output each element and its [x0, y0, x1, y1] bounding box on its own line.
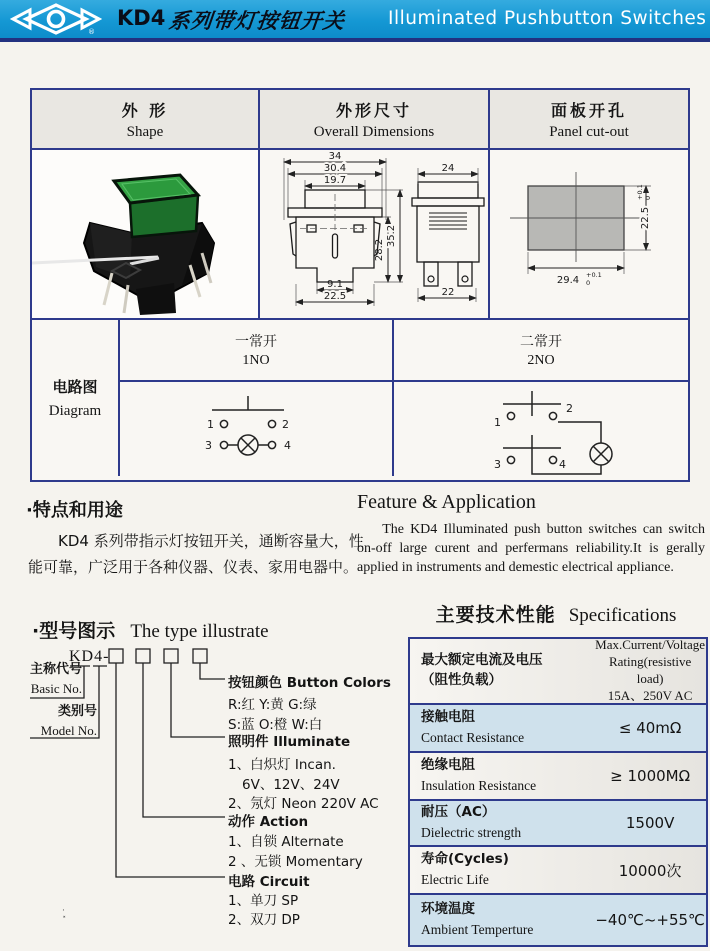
- spec-label-en: Ambient Temperture: [421, 922, 534, 937]
- spec-value: −40℃~+55℃: [595, 911, 705, 929]
- variant-2no-diagram: [394, 382, 688, 476]
- diagram-row: [32, 318, 688, 476]
- spec-label-en: Dielectric strength: [421, 825, 522, 840]
- dim-cutout-width-tol-dn: 0: [586, 279, 591, 287]
- spec-row-max-rating: [410, 639, 706, 705]
- title-bar: [0, 0, 710, 42]
- spec-label-zh2: （阻性负载）: [421, 672, 502, 688]
- circuit-option-2: 2、双刀 DP: [228, 912, 300, 928]
- pin-3: 3: [494, 458, 501, 471]
- dim-overall-width: 34: [328, 151, 342, 162]
- dim-foot-width: 9.1: [327, 279, 343, 290]
- basic-no-label: [20, 658, 82, 698]
- spec-row-insulation-resistance: [410, 753, 706, 801]
- feature-body-zh: KD4 系列带指示灯按钮开关，通断容量大，性能可靠，广泛用于各种仪器、仪表、家用电器中。: [28, 532, 364, 577]
- spec-label-en: Contact Resistance: [421, 730, 525, 745]
- variant-2no-header: [394, 320, 688, 382]
- pin-3: 3: [205, 439, 212, 452]
- spec-row-contact-resistance: [410, 705, 706, 753]
- spec-label: [410, 651, 594, 690]
- overview-table-body: [32, 148, 688, 318]
- pin-4: 4: [559, 458, 566, 471]
- diagram-label-zh: 电路图: [52, 378, 98, 396]
- diagram-label-en: Diagram: [48, 403, 102, 419]
- spec-label: [410, 850, 594, 889]
- pin-4: 4: [284, 439, 291, 452]
- spec-label-en: Insulation Resistance: [421, 778, 537, 793]
- spec-value: ≤ 40mΩ: [618, 719, 682, 737]
- spec-value-line1: Max.Current/Voltage: [595, 637, 706, 653]
- model-prefix: KD4-: [69, 648, 110, 665]
- button-colors-line2: S:蓝 O:橙 W:白: [228, 717, 323, 733]
- model-no-label: [20, 700, 97, 740]
- spec-label-zh: 环境温度: [421, 901, 475, 918]
- model-no-en: Model No.: [40, 723, 97, 739]
- spec-label: [410, 756, 594, 795]
- registered-mark: ®: [88, 28, 95, 35]
- spec-row-ambient-temperature: [410, 895, 706, 945]
- col-cutout-header: [490, 90, 688, 148]
- brand-logo-icon: [10, 3, 102, 35]
- col-dimensions-zh: 外形尺寸: [335, 100, 412, 120]
- action-option-2: 2 、无锁 Momentary: [228, 854, 363, 870]
- dim-body-height: 28.2: [374, 238, 385, 262]
- model-no-zh: 类别号: [57, 704, 97, 719]
- cutout-cell: [490, 150, 688, 318]
- spec-row-dielectric-strength: [410, 801, 706, 847]
- dim-button-width: 19.7: [323, 175, 347, 186]
- spec-label-zh: 绝缘电阻: [421, 757, 475, 774]
- variant-1no-en: 1NO: [242, 353, 270, 368]
- dim-cutout-height-tol-dn: 0: [644, 195, 652, 200]
- illuminate-option-1: 1、白炽灯 Incan.: [228, 757, 336, 773]
- circuit-2no: [411, 382, 671, 476]
- type-illustrate-heading-en: The type illustrate: [130, 621, 269, 642]
- dim-side-button-width: 24: [441, 163, 455, 174]
- button-colors-line1: R:红 Y:黄 G:绿: [228, 697, 317, 713]
- basic-no-en: Basic No.: [30, 681, 82, 697]
- spec-label-zh: 耐压（AC）: [421, 804, 496, 821]
- shape-cell: [32, 150, 260, 318]
- pin-2: 2: [566, 402, 573, 415]
- overview-table: [30, 88, 690, 482]
- basic-no-zh: 主称代号: [29, 662, 82, 677]
- pin-1: 1: [494, 416, 501, 429]
- feature-heading-zh: ·特点和用途: [26, 500, 123, 521]
- diagram-row-label: [32, 320, 120, 476]
- col-shape-en: Shape: [126, 123, 164, 140]
- col-shape-zh: 外 形: [121, 100, 169, 120]
- variant-1no-header: [120, 320, 392, 382]
- col-cutout-zh: 面板开孔: [550, 100, 627, 120]
- dim-base-width: 22.5: [323, 291, 347, 302]
- dimensions-cell: [260, 150, 490, 318]
- col-dimensions-header: [260, 90, 490, 148]
- dim-cutout-width: 29.4: [556, 275, 580, 286]
- spec-value: ≥ 1000MΩ: [610, 767, 691, 785]
- dim-flange-width: 30.4: [323, 163, 347, 174]
- variant-1no: [120, 320, 394, 476]
- type-illustrate-heading-zh: ·型号图示: [32, 620, 116, 642]
- spec-row-electric-life: [410, 847, 706, 895]
- dim-side-body-width: 22: [441, 287, 455, 298]
- pin-1: 1: [207, 418, 214, 431]
- branch-action: 动作 Action: [228, 814, 309, 830]
- specs-heading-en: Specifications: [568, 605, 677, 626]
- spec-value: [594, 637, 706, 705]
- specs-heading-zh: 主要技术性能: [435, 604, 556, 626]
- variant-2no-en: 2NO: [527, 353, 555, 368]
- circuit-option-1: 1、单刀 SP: [228, 893, 299, 909]
- variant-2no-zh: 二常开: [520, 334, 562, 350]
- branch-illuminate: 照明件 Illuminate: [228, 734, 351, 750]
- dim-cutout-height: 22.5: [640, 206, 651, 230]
- action-option-1: 1、自锁 Alternate: [228, 834, 344, 850]
- spec-label-zh: 寿命(Cycles): [421, 851, 509, 868]
- page-title-zh: 系列带灯按钮开关: [167, 9, 347, 33]
- illuminate-option-2: 2、氖灯 Neon 220V AC: [228, 796, 379, 812]
- dim-cutout-height-tol-up: +0.1: [636, 184, 644, 200]
- feature-heading-en: Feature & Application: [357, 491, 536, 513]
- spec-value: 10000次: [618, 861, 682, 880]
- spec-label: [410, 708, 594, 747]
- dimension-drawing: [260, 150, 488, 318]
- dim-cutout-width-tol-up: +0.1: [586, 271, 602, 279]
- spec-label: [410, 900, 594, 939]
- feature-body-en: The KD4 Illuminated push button switches can switch on-off large curent and perfermans reliability.It is gerally applied in instruments and demestic electrical appliance.: [357, 522, 705, 576]
- col-cutout-en: Panel cut-out: [549, 123, 629, 140]
- dim-total-height: 35.2: [386, 224, 397, 248]
- spec-label-zh: 最大额定电流及电压: [421, 652, 543, 669]
- branch-button-colors: 按钮颜色 Button Colors: [228, 675, 391, 691]
- spec-value-line2: Rating(resistive load): [608, 654, 692, 686]
- branch-circuit: 电路 Circuit: [228, 874, 310, 890]
- spec-label-en: Electric Life: [421, 872, 489, 887]
- variant-1no-zh: 一常开: [235, 334, 277, 350]
- circuit-1no: [136, 384, 376, 474]
- illuminate-voltages: 6V、12V、24V: [242, 777, 340, 793]
- overview-table-header: [32, 90, 688, 148]
- panel-cutout-drawing: [492, 150, 686, 318]
- col-dimensions-en: Overall Dimensions: [313, 123, 435, 140]
- scan-artifact: ·˟: [62, 906, 67, 926]
- series-code: KD4: [117, 6, 166, 30]
- spec-label: [410, 803, 594, 842]
- specs-heading: [408, 600, 704, 627]
- spec-label-zh: 接触电阻: [421, 709, 475, 726]
- variant-2no: [394, 320, 688, 476]
- specs-table: [408, 637, 708, 947]
- type-illustrate-section: [20, 612, 398, 944]
- pin-2: 2: [282, 418, 289, 431]
- pushbutton-photo: [32, 151, 258, 317]
- spec-value-line3: 15A、250V AC: [607, 687, 693, 703]
- col-shape-header: [32, 90, 260, 148]
- variant-1no-diagram: [120, 382, 392, 476]
- spec-value: 1500V: [625, 814, 675, 832]
- page-title-en: Illuminated Pushbutton Switches: [388, 8, 707, 29]
